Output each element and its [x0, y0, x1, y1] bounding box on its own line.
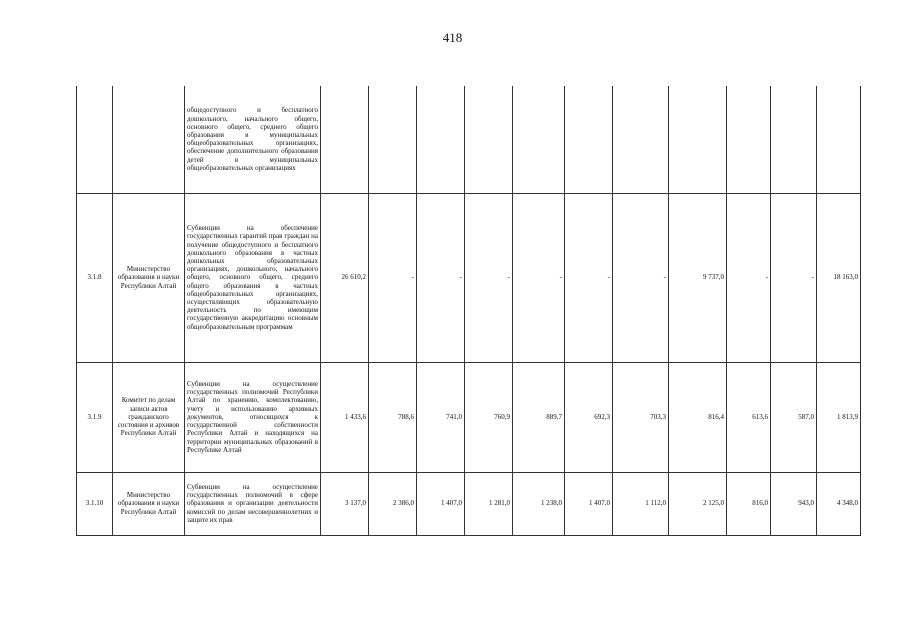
amount-cell	[321, 86, 369, 193]
amount-cell: -	[513, 193, 565, 362]
amount-cell: 1 407,0	[565, 472, 613, 535]
responsible-organization: Министерство образования и науки Республики Алтай	[113, 472, 185, 535]
amount-cell	[771, 86, 817, 193]
amount-cell: 760,9	[465, 362, 513, 472]
amount-cell: -	[465, 193, 513, 362]
budget-table	[76, 86, 861, 536]
amount-cell: 2 125,0	[669, 472, 727, 535]
page-number: 418	[442, 30, 463, 45]
amount-cell: -	[613, 193, 669, 362]
amount-cell: 26 610,2	[321, 193, 369, 362]
amount-cell	[417, 86, 465, 193]
amount-cell: 1 112,0	[613, 472, 669, 535]
amount-cell	[565, 86, 613, 193]
amount-cell: -	[565, 193, 613, 362]
amount-cell: -	[771, 193, 817, 362]
amount-cell: 4 348,0	[817, 472, 861, 535]
expense-description: общедоступного и бесплатного дошкольного, начального общего, основного общего, среднего общего образования в муниципальных общеобразовательных организациях, обеспечение дополнительного образования детей в муниципальных общеобразовательных организациях	[185, 86, 321, 193]
expense-description: Субвенции на осуществление государственных полномочий в сфере образования и организации деятельности комиссий по делам несовершеннолетних и защите их прав	[185, 472, 321, 535]
amount-cell: 943,0	[771, 472, 817, 535]
amount-cell: -	[369, 193, 417, 362]
amount-cell: 741,0	[417, 362, 465, 472]
responsible-organization: Министерство образования и науки Республики Алтай	[113, 193, 185, 362]
amount-cell: 9 737,0	[669, 193, 727, 362]
amount-cell: 587,0	[771, 362, 817, 472]
amount-cell	[817, 86, 861, 193]
row-number: 3.1.8	[77, 193, 113, 362]
amount-cell: 1 281,0	[465, 472, 513, 535]
amount-cell: 18 163,0	[817, 193, 861, 362]
amount-cell: 788,6	[369, 362, 417, 472]
amount-cell: -	[727, 193, 771, 362]
expense-description: Субвенции на обеспечение государственных гарантий прав граждан на получение общедоступного и бесплатного дошкольного образования в частных дошкольных образовательных организациях, дошкольного, начального общего, основного общего, среднего общего образования в частных общеобразовательных организациях, осуществляющих образовательную деятельность по имеющим государственную аккредитацию основным общеобразовательным программам	[185, 193, 321, 362]
row-number	[77, 86, 113, 193]
amount-cell: 2 386,0	[369, 472, 417, 535]
table-row	[77, 362, 861, 472]
amount-cell	[669, 86, 727, 193]
row-number: 3.1.9	[77, 362, 113, 472]
amount-cell: 613,6	[727, 362, 771, 472]
amount-cell: 1 407,0	[417, 472, 465, 535]
table-row	[77, 193, 861, 362]
amount-cell: 1 813,9	[817, 362, 861, 472]
table-row	[77, 472, 861, 535]
amount-cell: 1 238,0	[513, 472, 565, 535]
responsible-organization	[113, 86, 185, 193]
amount-cell: 692,3	[565, 362, 613, 472]
responsible-organization: Комитет по делам записи актов гражданского состояния и архивов Республики Алтай	[113, 362, 185, 472]
row-number: 3.1.10	[77, 472, 113, 535]
amount-cell	[369, 86, 417, 193]
amount-cell	[465, 86, 513, 193]
amount-cell: 816,4	[669, 362, 727, 472]
amount-cell: 3 137,0	[321, 472, 369, 535]
amount-cell	[513, 86, 565, 193]
amount-cell	[727, 86, 771, 193]
amount-cell	[613, 86, 669, 193]
amount-cell: 703,3	[613, 362, 669, 472]
table-row	[77, 86, 861, 193]
amount-cell: 1 433,6	[321, 362, 369, 472]
amount-cell: -	[417, 193, 465, 362]
expense-description: Субвенции на осуществление государственных полномочий Республики Алтай по хранению, комплектованию, учету и использованию архивных документов, относящихся к государственной собственности Республики Алтай и находящихся на территории муниципальных образований в Республике Алтай	[185, 362, 321, 472]
amount-cell: 816,0	[727, 472, 771, 535]
amount-cell: 889,7	[513, 362, 565, 472]
